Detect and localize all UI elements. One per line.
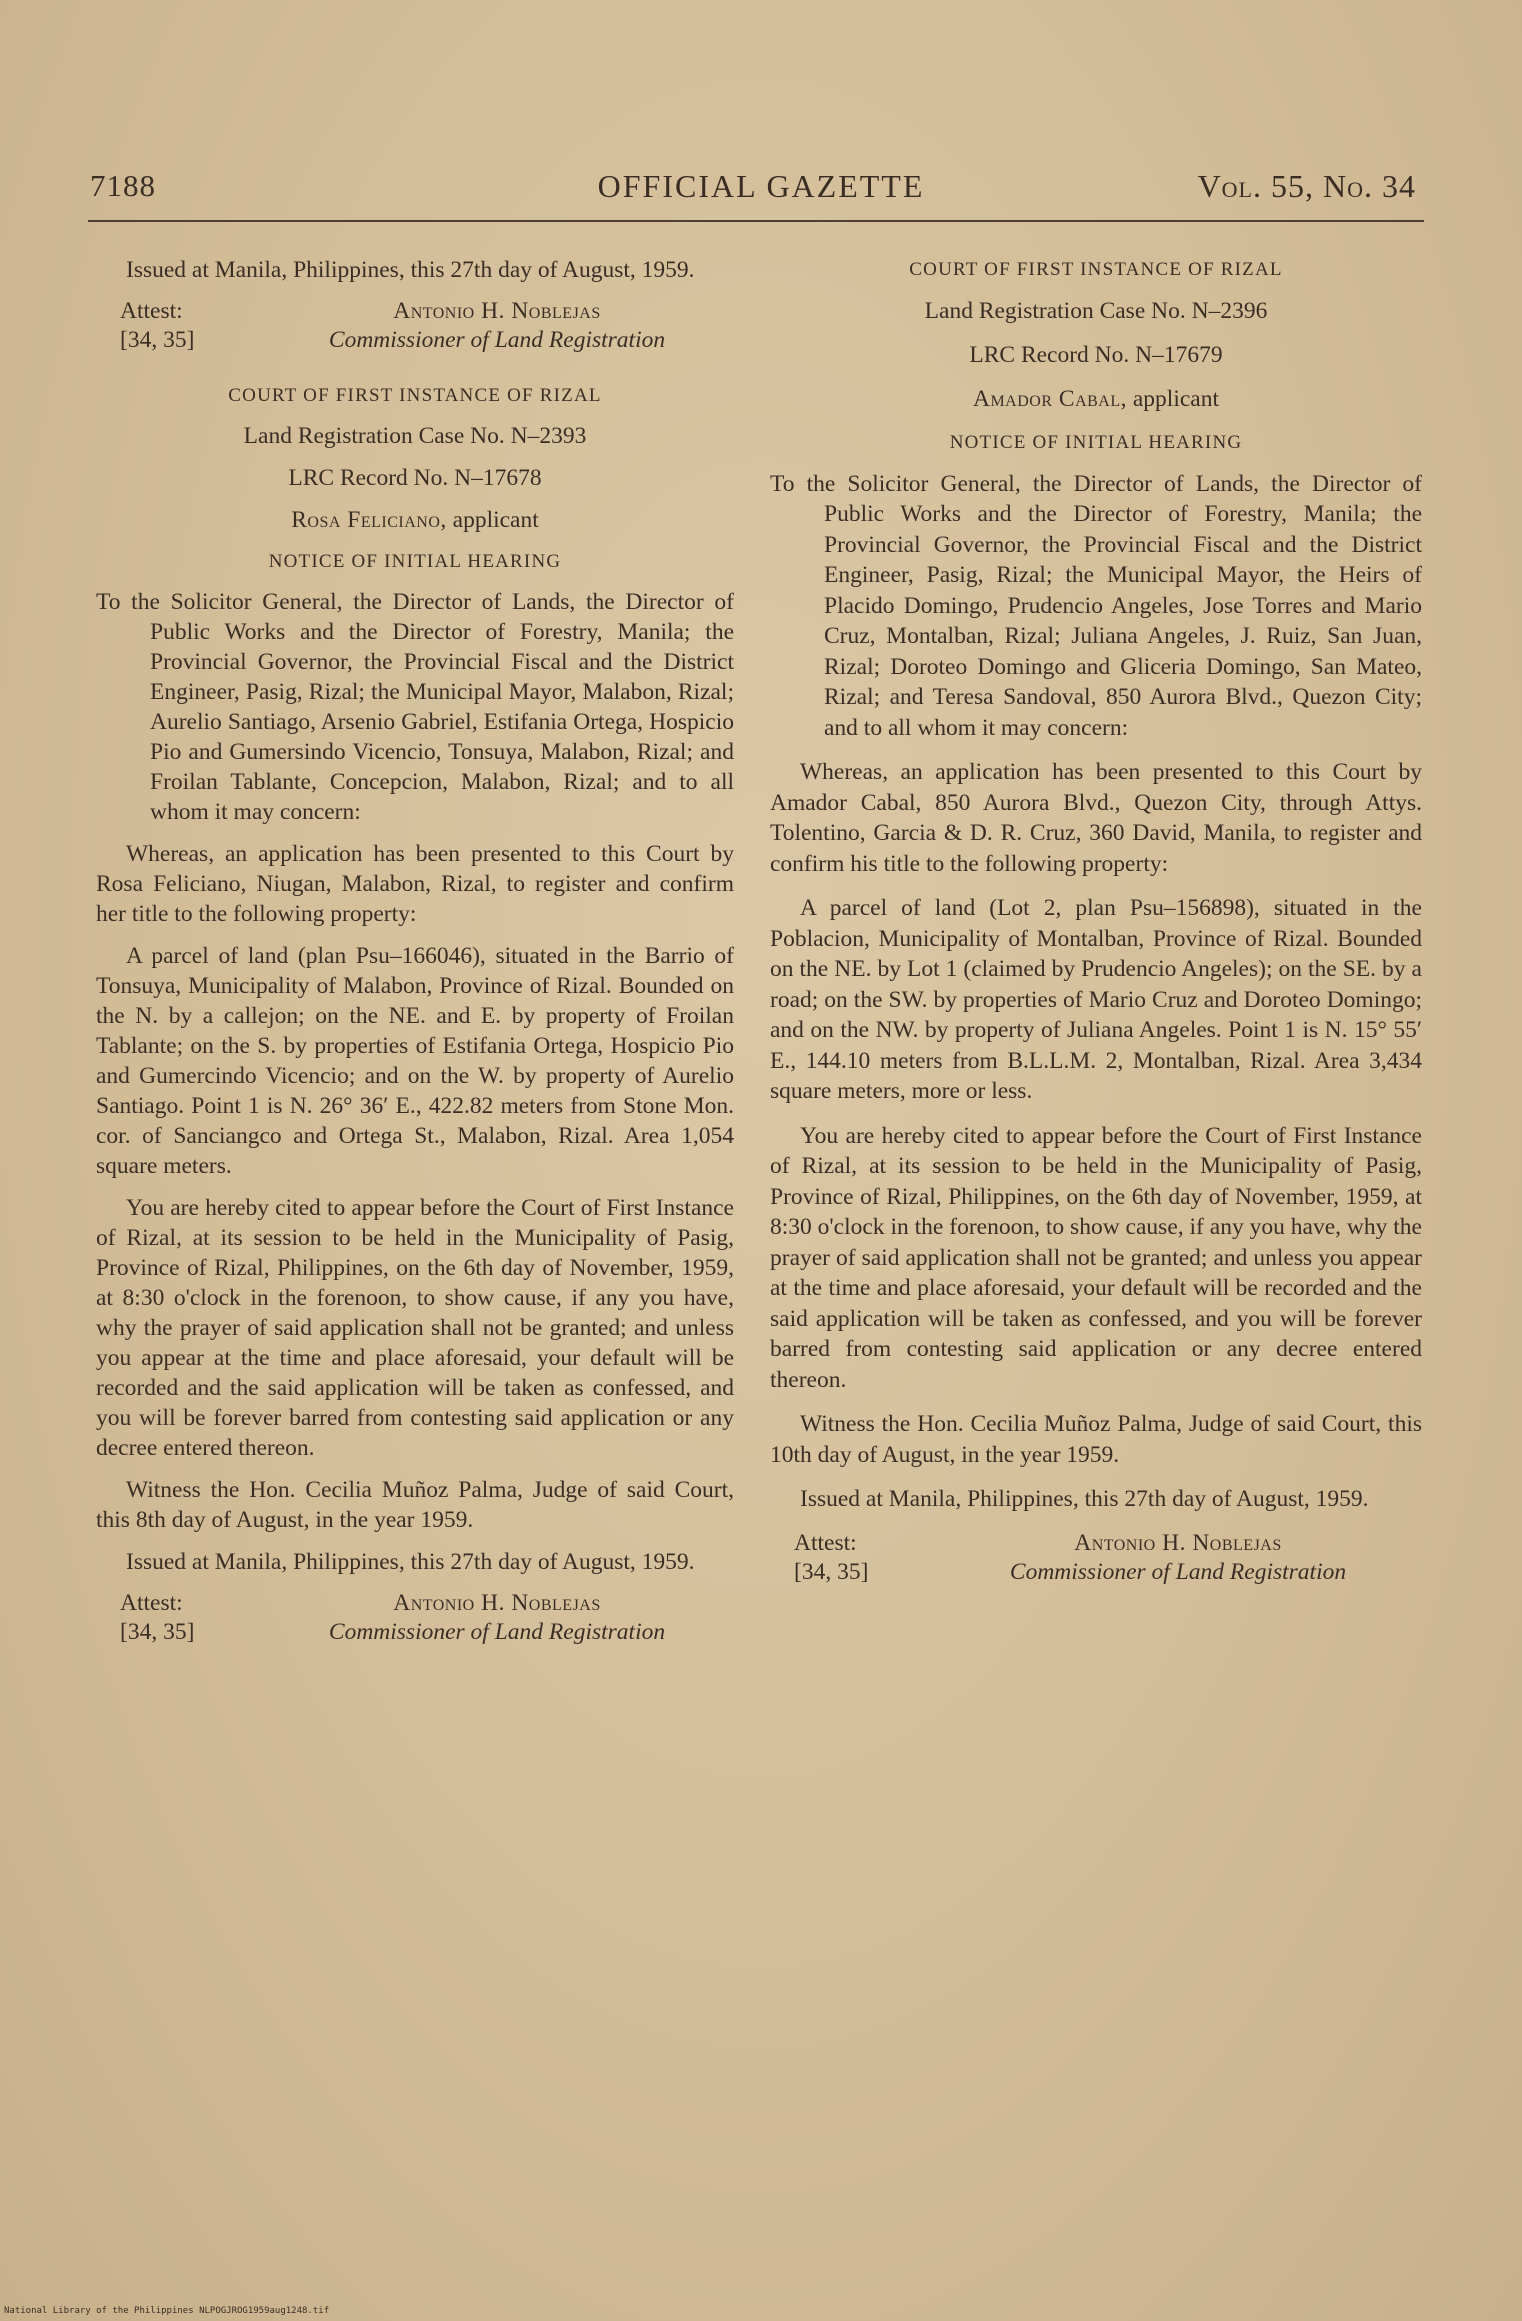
scan-source-footer: National Library of the Philippines NLPOGJROG1959aug1248.tif [4, 2306, 330, 2316]
right-column [770, 255, 1422, 1599]
addressee-paragraph: To the Solicitor General, the Director of Lands, the Director of Public Works and the Director of Forestry, Manila; the Provincial Governor, the Provincial Fiscal and the District Engineer, Pasig, Rizal; the Municipal Mayor, the Heirs of Placido Domingo, Prudencio Angeles, Jose Torres and Mario Cruz, Montalban, Rizal; Juliana Angeles, J. Ruiz, San Juan, Rizal; Doroteo Domingo and Gliceria Domingo, San Mateo, Rizal; and Teresa Sandoval, 850 Aurora Blvd., Quezon City; and to all whom it may concern: [770, 470, 1422, 741]
signer-name: Antonio H. Noblejas [393, 298, 601, 324]
publication-title: OFFICIAL GAZETTE [597, 168, 925, 204]
attest-block [120, 297, 734, 355]
issued-statement: Issued at Manila, Philippines, this 27th day of August, 1959. [126, 257, 695, 283]
citation-paragraph: You are hereby cited to appear before the Court of First Instance of Rizal, at its session to be held in the Municipality of Pasig, Province of Rizal, Philippines, on the 6th day of November, 1959, at 8:30 o'clock in the forenoon, to show cause, if any you have, why the prayer of said application shall not be granted; and unless you appear at the time and place aforesaid, your default will be recorded and the said application will be taken as confessed, and you will be forever barred from contesting said application or any decree entered thereon. [96, 1195, 734, 1461]
addressee-paragraph: To the Solicitor General, the Director of Lands, the Director of Public Works and the Director of Forestry, Manila; the Provincial Governor, the Provincial Fiscal and the District Engineer, Pasig, Rizal; the Municipal Mayor, Malabon, Rizal; Aurelio Santiago, Arsenio Gabriel, Estifania Ortega, Hospicio Pio and Gumersindo Vicencio, Tonsuya, Malabon, Rizal; and Froilan Tablante, Concepcion, Malabon, Rizal; and to all whom it may concern: [96, 589, 734, 825]
issue-reference: [34, 35] [120, 327, 195, 353]
signer-title: Commissioner of Land Registration [328, 1619, 666, 1645]
attest-label: Attest: [120, 1590, 183, 1616]
case-number: Land Registration Case No. N–2396 [924, 297, 1268, 324]
parcel-description: A parcel of land (plan Psu–166046), situated in the Barrio of Tonsuya, Municipality of Malabon, Province of Rizal. Bounded on the N. by a callejon; on the NE. and E. by property of Froilan Tablante; on the S. by properties of Estifania Ortega, Hospicio Pio and Gumercindo Vicencio; and on the W. by property of Aurelio Santiago. Point 1 is N. 26° 36′ E., 422.82 meters from Stone Mon. cor. of Sanciangco and Ortega St., Malabon, Rizal. Area 1,054 square meters. [96, 943, 734, 1179]
notice-heading: NOTICE OF INITIAL HEARING [268, 551, 562, 572]
signer-title: Commissioner of Land Registration [1009, 1558, 1347, 1585]
court-heading: COURT OF FIRST INSTANCE OF RIZAL [909, 259, 1283, 280]
notice-heading: NOTICE OF INITIAL HEARING [949, 432, 1243, 453]
record-number: LRC Record No. N–17679 [969, 341, 1223, 368]
applicant-name: Rosa Feliciano, [291, 507, 447, 533]
applicant-line [770, 384, 1422, 415]
issued-statement: Issued at Manila, Philippines, this 27th day of August, 1959. [126, 1549, 695, 1575]
attest-label: Attest: [794, 1529, 857, 1556]
applicant-role: applicant [1127, 385, 1220, 412]
page-number: 7188 [90, 168, 156, 203]
witness-paragraph: Witness the Hon. Cecilia Muñoz Palma, Judge of said Court, this 10th day of August, in the year 1959. [770, 1411, 1422, 1468]
signer-name: Antonio H. Noblejas [393, 1590, 601, 1616]
applicant-role: applicant [446, 507, 539, 533]
applicant-line [96, 505, 734, 535]
citation-paragraph: You are hereby cited to appear before the Court of First Instance of Rizal, at its session to be held in the Municipality of Pasig, Province of Rizal, Philippines, on the 6th day of November, 1959, at 8:30 o'clock in the forenoon, to show cause, if any you have, why the prayer of said application shall not be granted; and unless you appear at the time and place aforesaid, your default will be recorded and the said application will be taken as confessed, and you will be forever barred from contesting said application or any decree entered thereon. [770, 1122, 1422, 1393]
record-number: LRC Record No. N–17678 [288, 465, 542, 491]
applicant-name: Amador Cabal, [972, 385, 1127, 412]
header-rule [88, 220, 1424, 222]
issue-reference: [34, 35] [794, 1558, 869, 1585]
volume-number: Vol. 55, No. 34 [1197, 168, 1416, 204]
signer-name: Antonio H. Noblejas [1074, 1529, 1282, 1556]
signer-title: Commissioner of Land Registration [328, 327, 666, 353]
attest-block [120, 1589, 734, 1647]
issued-statement: Issued at Manila, Philippines, this 27th day of August, 1959. [800, 1486, 1369, 1512]
left-column [96, 255, 734, 1659]
issue-reference: [34, 35] [120, 1619, 195, 1645]
whereas-paragraph: Whereas, an application has been presented to this Court by Rosa Feliciano, Niugan, Malabon, Rizal, to register and confirm her title to the following property: [96, 841, 734, 927]
court-heading: COURT OF FIRST INSTANCE OF RIZAL [228, 385, 602, 406]
witness-paragraph: Witness the Hon. Cecilia Muñoz Palma, Judge of said Court, this 8th day of August, in the year 1959. [96, 1477, 734, 1533]
whereas-paragraph: Whereas, an application has been presented to this Court by Amador Cabal, 850 Aurora Blvd., Quezon City, through Attys. Tolentino, Garcia & D. R. Cruz, 360 David, Manila, to register and confirm his title to the following property: [770, 759, 1422, 877]
parcel-description: A parcel of land (Lot 2, plan Psu–156898), situated in the Poblacion, Municipality of Montalban, Province of Rizal. Bounded on the NE. by Lot 1 (claimed by Prudencio Angeles); on the SE. by a road; on the SW. by properties of Mario Cruz and Doroteo Domingo; and on the NW. by property of Juliana Angeles. Point 1 is N. 15° 55′ E., 144.10 meters from B.L.L.M. 2, Montalban, Rizal. Area 3,434 square meters, more or less. [770, 895, 1422, 1104]
attest-label: Attest: [120, 298, 183, 324]
case-number: Land Registration Case No. N–2393 [243, 423, 587, 449]
attest-block [794, 1529, 1422, 1587]
